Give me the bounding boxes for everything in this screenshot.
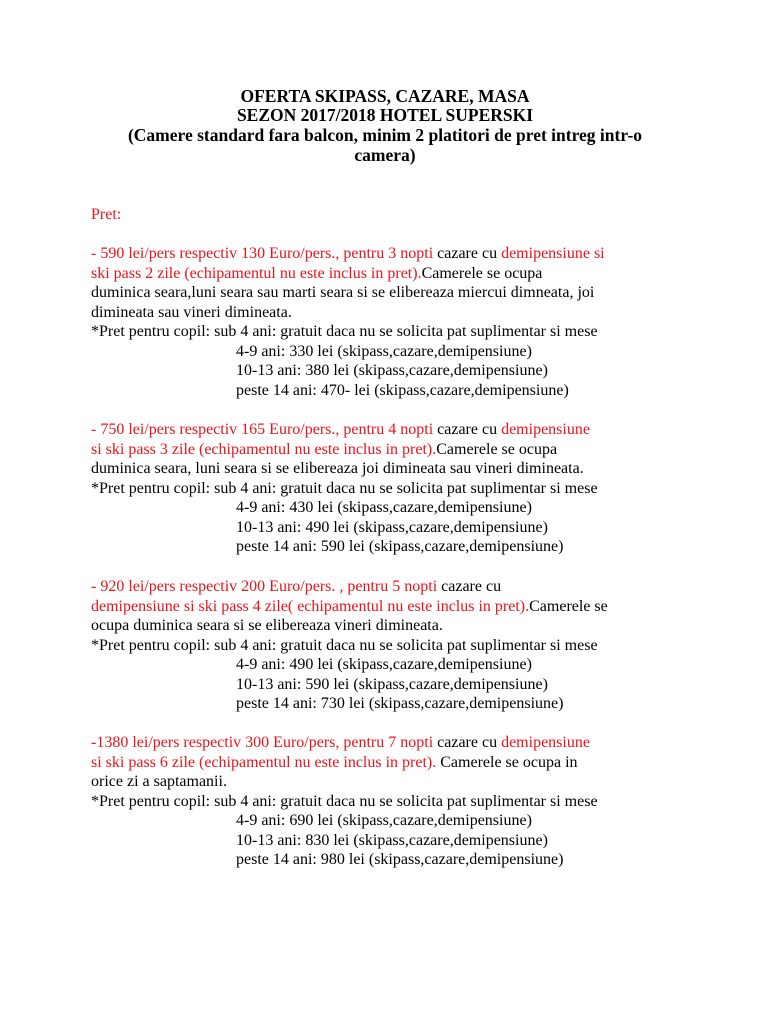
- highlight-text: demipensiune si: [501, 245, 605, 262]
- body-text: Camerele se ocupa: [421, 264, 543, 282]
- highlight-text: demipensiune si ski pass 4 zile( echipamentul nu este inclus in pret).: [91, 597, 530, 615]
- child-price-row: 10-13 ani: 380 lei (skipass,cazare,demipensiune): [236, 362, 548, 379]
- body-text: duminica seara, luni seara si se elibereaza joi dimineata sau vineri dimineata.: [91, 460, 584, 477]
- child-price-row: 4-9 ani: 430 lei (skipass,cazare,demipensiune): [236, 499, 532, 516]
- highlight-text: si ski pass 6 zile (echipamentul nu este inclus in pret).: [91, 753, 437, 771]
- body-text: Camerele se ocupa: [436, 440, 558, 458]
- offer-3-line-1: [91, 577, 501, 597]
- offer-3-line-3: [91, 616, 443, 636]
- child-price-row: 10-13 ani: 590 lei (skipass,cazare,demipensiune): [236, 675, 548, 693]
- child-price-header: *Pret pentru copil: sub 4 ani: gratuit daca nu se solicita pat suplimentar si mese: [91, 792, 598, 810]
- child-price-row: peste 14 ani: 470- lei (skipass,cazare,demipensiune): [236, 381, 569, 399]
- highlight-text: demipensiune: [501, 734, 590, 751]
- child-price-header: *Pret pentru copil: sub 4 ani: gratuit daca nu se solicita pat suplimentar si mese: [91, 323, 598, 340]
- title-line-1: OFERTA SKIPASS, CAZARE, MASA: [240, 86, 530, 106]
- body-text: orice zi a saptamanii.: [91, 773, 227, 790]
- offer-2-line-2: [91, 440, 557, 460]
- body-text: cazare cu: [433, 734, 502, 751]
- offer-1-line-2: [91, 264, 542, 284]
- body-text: cazare cu: [433, 245, 502, 262]
- pret-label: Pret:: [91, 206, 122, 223]
- body-text: Camerele se: [529, 597, 608, 615]
- child-price-row: 10-13 ani: 830 lei (skipass,cazare,demipensiune): [236, 831, 548, 849]
- offer-2-line-1: [91, 420, 590, 440]
- offer-4-line-1: [91, 733, 590, 753]
- highlight-text: si ski pass 3 zile (echipamentul nu este inclus in pret).: [91, 440, 437, 458]
- child-price-row: 4-9 ani: 490 lei (skipass,cazare,demipensiune): [236, 656, 532, 673]
- title-line-4: camera): [354, 145, 416, 165]
- highlight-text: - 920 lei/pers respectiv 200 Euro/pers. , pentru 5 nopti: [91, 578, 438, 595]
- highlight-text: ski pass 2 zile (echipamentul nu este inclus in pret).: [91, 264, 422, 282]
- child-price-row: peste 14 ani: 590 lei (skipass,cazare,demipensiune): [236, 538, 564, 555]
- child-price-header: *Pret pentru copil: sub 4 ani: gratuit daca nu se solicita pat suplimentar si mese: [91, 636, 598, 654]
- offer-1-line-1: [91, 244, 605, 264]
- highlight-text: demipensiune: [501, 421, 590, 438]
- body-text: dimineata sau vineri dimineata.: [91, 303, 292, 321]
- body-text: ocupa duminica seara si se elibereaza vineri dimineata.: [91, 617, 443, 634]
- offer-1-line-4: [91, 303, 292, 323]
- title-line-2: SEZON 2017/2018 HOTEL SUPERSKI: [236, 105, 534, 125]
- child-price-row: 4-9 ani: 690 lei (skipass,cazare,demipensiune): [236, 812, 532, 829]
- body-text: Camerele se ocupa in: [436, 753, 578, 771]
- child-price-row: peste 14 ani: 730 lei (skipass,cazare,demipensiune): [236, 695, 564, 712]
- offer-4-line-2: [91, 753, 578, 773]
- body-text: duminica seara,luni seara sau marti seara si se elibereaza miercui dimneata, joi: [91, 284, 595, 301]
- child-price-row: peste 14 ani: 980 lei (skipass,cazare,demipensiune): [236, 851, 564, 868]
- highlight-text: -1380 lei/pers respectiv 300 Euro/pers, pentru 7 nopti: [91, 734, 434, 751]
- offer-1-line-3: [91, 283, 594, 303]
- offer-4-line-3: [91, 772, 227, 792]
- child-price-row: 4-9 ani: 330 lei (skipass,cazare,demipensiune): [236, 342, 532, 360]
- body-text: cazare cu: [433, 421, 502, 438]
- child-price-header: *Pret pentru copil: sub 4 ani: gratuit daca nu se solicita pat suplimentar si mese: [91, 479, 598, 497]
- child-price-row: 10-13 ani: 490 lei (skipass,cazare,demipensiune): [236, 518, 548, 536]
- body-text: cazare cu: [437, 578, 502, 595]
- offer-2-line-3: [91, 459, 584, 479]
- highlight-text: - 750 lei/pers respectiv 165 Euro/pers., pentru 4 nopti: [91, 421, 434, 438]
- highlight-text: - 590 lei/pers respectiv 130 Euro/pers., pentru 3 nopti: [91, 245, 434, 262]
- offer-3-line-2: [91, 597, 608, 617]
- title-line-3: (Camere standard fara balcon, minim 2 platitori de pret intreg intr-o: [127, 125, 643, 145]
